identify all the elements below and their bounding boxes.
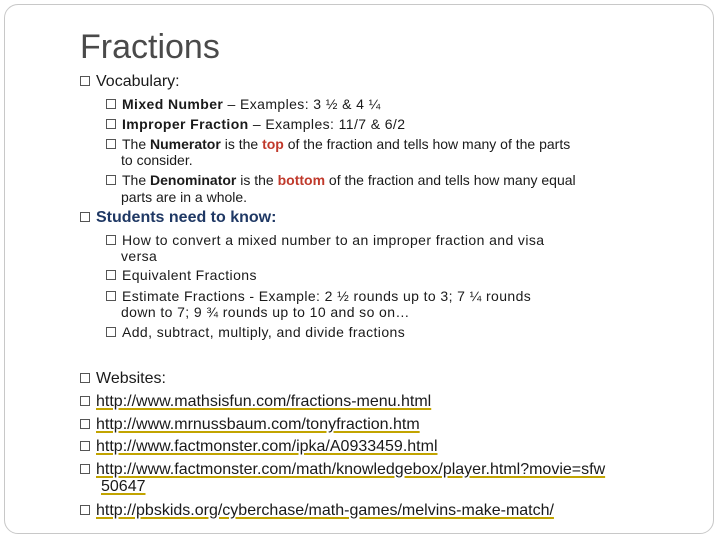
vocab-denominator: The Denominator is the bottom of the fraction and tells how many equal <box>106 172 576 188</box>
link-factmonster-player-cont[interactable]: 50647 <box>101 478 146 495</box>
know-item-convert-cont: versa <box>121 248 158 264</box>
bullet-box-icon <box>80 464 90 474</box>
know-item-estimate-cont: down to 7; 9 ¾ rounds up to 10 and so on… <box>121 304 410 320</box>
know-heading: Students need to know: <box>80 209 276 227</box>
bullet-box-icon <box>80 396 90 406</box>
link-item-mrnussbaum <box>80 416 420 434</box>
bullet-box-icon <box>80 373 90 383</box>
bullet-box-icon <box>80 505 90 515</box>
vocab-mixed-number: Mixed Number – Examples: 3 ½ & 4 ¼ <box>106 96 381 112</box>
vocab-improper-fraction: Improper Fraction – Examples: 11/7 & 6/2 <box>106 116 405 132</box>
websites-heading: Websites: <box>80 370 166 388</box>
link-item-factmonster-ipka <box>80 438 438 456</box>
bullet-box-icon <box>106 327 116 337</box>
know-item-operations: Add, subtract, multiply, and divide fractions <box>106 324 405 340</box>
bullet-box-icon <box>106 119 116 129</box>
link-mrnussbaum[interactable]: http://www.mrnussbaum.com/tonyfraction.htm <box>96 416 420 433</box>
vocab-numerator-cont: to consider. <box>121 152 193 168</box>
link-item-mathsisfun <box>80 393 431 411</box>
know-item-estimate: Estimate Fractions - Example: 2 ½ rounds up to 3; 7 ¼ rounds <box>106 288 531 304</box>
bullet-box-icon <box>80 212 90 222</box>
know-item-equivalent: Equivalent Fractions <box>106 267 257 283</box>
bullet-box-icon <box>106 270 116 280</box>
link-pbskids[interactable]: http://pbskids.org/cyberchase/math-games/melvins-make-match/ <box>96 502 554 519</box>
link-item-pbskids <box>80 502 554 520</box>
bullet-box-icon <box>80 76 90 86</box>
know-item-convert: How to convert a mixed number to an improper fraction and visa <box>106 232 544 248</box>
vocab-numerator: The Numerator is the top of the fraction and tells how many of the parts <box>106 136 570 152</box>
link-item-factmonster-player-cont <box>101 478 146 496</box>
bullet-box-icon <box>106 99 116 109</box>
bullet-box-icon <box>106 291 116 301</box>
bullet-box-icon <box>80 419 90 429</box>
vocabulary-heading: Vocabulary: <box>80 73 180 91</box>
bullet-box-icon <box>106 175 116 185</box>
link-factmonster-player[interactable]: http://www.factmonster.com/math/knowledgebox/player.html?movie=sfw <box>96 461 606 478</box>
bullet-box-icon <box>106 235 116 245</box>
link-factmonster-ipka[interactable]: http://www.factmonster.com/ipka/A0933459.html <box>96 438 438 455</box>
link-item-factmonster-player <box>80 461 605 479</box>
link-mathsisfun[interactable]: http://www.mathsisfun.com/fractions-menu.html <box>96 393 432 410</box>
vocab-denominator-cont: parts are in a whole. <box>121 189 248 205</box>
slide-title: Fractions <box>80 28 220 66</box>
bullet-box-icon <box>106 139 116 149</box>
bullet-box-icon <box>80 441 90 451</box>
